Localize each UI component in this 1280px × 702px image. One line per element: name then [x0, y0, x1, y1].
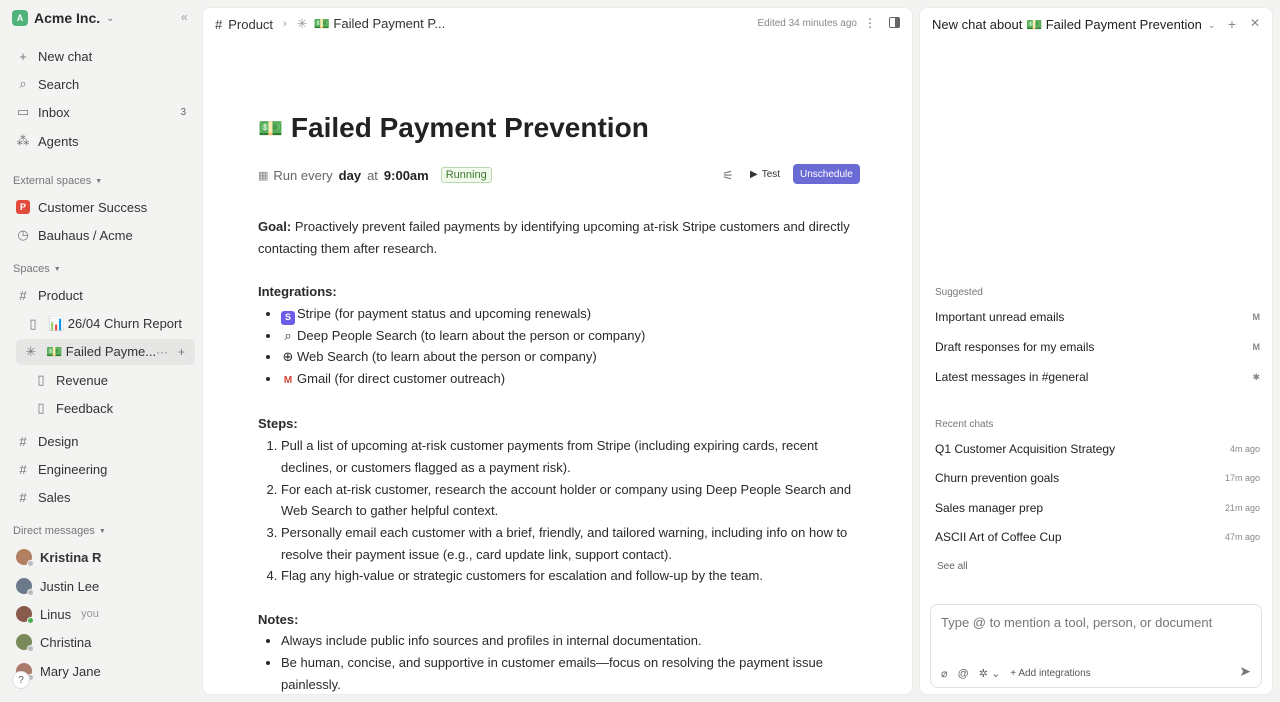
- integrations-list: [258, 303, 858, 392]
- suggestion-item[interactable]: [935, 370, 1260, 384]
- composer-toolbar: [941, 667, 1091, 680]
- section-label: Direct messages: [13, 525, 95, 537]
- document-icon: ▯: [29, 316, 37, 331]
- add-integrations-label: Add integrations: [1018, 668, 1091, 679]
- mention-icon[interactable]: @: [957, 667, 969, 680]
- edited-timestamp: Edited 34 minutes ago: [757, 18, 857, 29]
- help-button[interactable]: ?: [12, 671, 30, 689]
- nav-new-chat[interactable]: [8, 43, 194, 69]
- test-button[interactable]: [743, 164, 787, 184]
- customer-success-icon: P: [16, 200, 30, 214]
- title-text[interactable]: Failed Payment Prevention: [290, 112, 649, 143]
- space-label: Engineering: [38, 461, 108, 477]
- list-item: 3. Personally email each customer with a brief, friendly, and tailored warning, including info on how to resolve their payment issue (e.g., card update link, support contact).: [281, 522, 858, 565]
- doc-label: 📊 26/04 Churn Report: [48, 316, 182, 331]
- integration-text: Deep People Search (to learn about the person or company): [297, 327, 646, 343]
- slack-icon: ✱: [1252, 371, 1260, 382]
- chat-composer: [930, 604, 1262, 688]
- dm-name: Kristina R: [40, 549, 102, 565]
- list-item: [281, 368, 858, 392]
- suggestion-item[interactable]: [935, 340, 1260, 354]
- doc-label: Feedback: [56, 400, 114, 416]
- chat-title[interactable]: [932, 17, 1215, 33]
- nav-search[interactable]: [8, 71, 194, 97]
- see-all-link[interactable]: See all: [937, 561, 968, 572]
- inbox-count-badge: 3: [180, 106, 186, 118]
- play-icon: ▶: [750, 168, 758, 180]
- run-at: at: [367, 167, 378, 183]
- inbox-icon: ▭: [16, 104, 30, 119]
- goal-label: Goal:: [258, 219, 292, 234]
- document-pane: [202, 7, 913, 695]
- doc-failed-payment[interactable]: [16, 339, 195, 365]
- dm-name: Mary Jane: [40, 663, 101, 679]
- chat-panel: [919, 7, 1273, 695]
- recent-chat-text: ASCII Art of Coffee Cup: [935, 530, 1062, 544]
- breadcrumb-space[interactable]: Product: [228, 16, 274, 32]
- integration-text: Stripe (for payment status and upcoming renewals): [297, 305, 592, 321]
- avatar: [16, 634, 32, 650]
- steps-list: [258, 435, 858, 587]
- list-item: 1. Pull a list of upcoming at-risk customer payments from Stripe (including expiring cards, recent declines, or customers flagged as a payment risk).: [281, 435, 858, 478]
- bauhaus-icon: ◷: [17, 227, 29, 242]
- caret-down-icon: ▼: [53, 265, 61, 273]
- more-icon[interactable]: ···: [155, 345, 168, 359]
- collapse-sidebar-icon[interactable]: «: [181, 10, 188, 24]
- space-label: Design: [38, 433, 79, 449]
- suggested-label: Suggested: [935, 287, 983, 298]
- recent-chat-item[interactable]: [935, 530, 1260, 544]
- hash-icon: #: [215, 16, 223, 32]
- integration-text: Web Search (to learn about the person or company): [297, 349, 597, 365]
- settings-sliders-icon[interactable]: ⚟: [722, 168, 734, 183]
- status-badge: Running: [441, 167, 492, 183]
- external-spaces-header[interactable]: [13, 175, 102, 187]
- avatar: [16, 578, 32, 594]
- recent-chat-text: Sales manager prep: [935, 501, 1044, 515]
- goal-text: Proactively prevent failed payments by identifying upcoming at-risk Stripe customers and directly contacting them after research.: [258, 219, 850, 256]
- breadcrumb: [215, 16, 445, 32]
- toggle-panel-icon[interactable]: [889, 17, 900, 28]
- list-item: [281, 325, 858, 347]
- list-item: 4. Flag any high-value or strategic customers for escalation and follow-up by the team.: [281, 565, 858, 587]
- chevron-down-icon: ⌄: [1207, 19, 1216, 30]
- loading-icon: ✳: [296, 16, 308, 31]
- section-label: Spaces: [13, 263, 50, 275]
- dm-mary-jane[interactable]: [8, 658, 194, 684]
- agents-icon: ⁂: [16, 133, 30, 148]
- doc-churn-report[interactable]: [18, 311, 194, 337]
- doc-feedback[interactable]: [26, 395, 194, 421]
- attach-icon[interactable]: ⌀: [941, 668, 948, 680]
- hash-icon: #: [19, 433, 27, 449]
- hash-icon: #: [19, 287, 27, 303]
- recent-chats-label: Recent chats: [935, 419, 994, 430]
- list-item: • Be human, concise, and supportive in customer emails—focus on resolving the payment issue painlessly.: [281, 652, 858, 695]
- sidebar: [0, 0, 202, 702]
- globe-icon: ⊕: [282, 349, 294, 365]
- plus-icon: +: [19, 48, 27, 64]
- breadcrumb-doc[interactable]: 💵 Failed Payment P...: [313, 16, 446, 31]
- workspace-logo: A: [12, 10, 28, 26]
- document-icon: ▯: [37, 372, 45, 387]
- chevron-right-icon: ›: [283, 18, 287, 30]
- nav-label: Agents: [38, 133, 79, 149]
- dm-name: Justin Lee: [40, 578, 100, 594]
- document-topbar: [203, 8, 912, 40]
- timestamp: 21m ago: [1224, 503, 1260, 513]
- timestamp: 4m ago: [1229, 444, 1260, 454]
- suggestion-item[interactable]: [935, 310, 1260, 324]
- stripe-icon: S: [281, 311, 295, 325]
- chat-title-text: New chat about 💵 Failed Payment Prevention: [932, 17, 1202, 32]
- recent-chat-text: Churn prevention goals: [935, 471, 1060, 485]
- you-tag: you: [81, 608, 99, 620]
- space-label: Customer Success: [38, 199, 148, 215]
- hash-icon: #: [19, 461, 27, 477]
- list-item: [281, 346, 858, 368]
- send-icon[interactable]: ➤: [1239, 663, 1251, 679]
- dm-linus[interactable]: [8, 601, 194, 627]
- dm-name: Christina: [40, 634, 92, 650]
- gmail-icon: M: [283, 375, 293, 387]
- workspace-switcher[interactable]: [12, 9, 115, 27]
- dm-christina[interactable]: [8, 629, 194, 655]
- space-bauhaus-acme[interactable]: [8, 222, 194, 248]
- suggestion-text: Important unread emails: [935, 310, 1065, 324]
- caret-down-icon: ▼: [98, 527, 106, 535]
- space-customer-success[interactable]: [8, 194, 194, 220]
- nav-inbox[interactable]: [8, 99, 194, 125]
- space-label: Bauhaus / Acme: [38, 227, 133, 243]
- doc-label: Revenue: [56, 372, 109, 388]
- run-prefix: Run every: [273, 167, 333, 183]
- spaces-header[interactable]: [13, 263, 61, 275]
- run-time[interactable]: 9:00am: [383, 167, 429, 183]
- space-product[interactable]: [8, 282, 194, 308]
- space-sales[interactable]: [8, 484, 194, 510]
- space-label: Product: [38, 287, 83, 303]
- model-picker-icon[interactable]: ✲ ⌄: [978, 668, 1001, 680]
- recent-chat-item[interactable]: [935, 442, 1260, 456]
- gmail-icon: M: [1252, 342, 1260, 352]
- integrations-heading: Integrations:: [258, 284, 337, 300]
- list-item: 2. For each at-risk customer, research the account holder or company using Deep People Search and Web Search to gather helpful context.: [281, 479, 858, 522]
- unschedule-button[interactable]: Unschedule: [793, 164, 860, 184]
- recent-chat-item[interactable]: [935, 471, 1260, 485]
- dm-kristina[interactable]: [8, 544, 194, 570]
- new-chat-icon[interactable]: +: [1227, 16, 1236, 32]
- space-engineering[interactable]: [8, 456, 194, 482]
- recent-chat-text: Q1 Customer Acquisition Strategy: [935, 442, 1116, 456]
- goal-paragraph: [258, 216, 858, 259]
- hash-icon: #: [19, 489, 27, 505]
- doc-label: 💵 Failed Payme...: [46, 344, 157, 359]
- space-label: Sales: [38, 489, 71, 505]
- gmail-icon: M: [1252, 312, 1260, 322]
- timestamp: 47m ago: [1224, 532, 1260, 542]
- dm-name: Linus: [40, 606, 72, 622]
- document-content[interactable]: [258, 216, 858, 695]
- recent-chat-item[interactable]: [935, 501, 1260, 515]
- document-icon: ▯: [37, 400, 45, 415]
- section-label: External spaces: [13, 175, 92, 187]
- suggestion-text: Latest messages in #general: [935, 370, 1089, 384]
- money-emoji-icon: 💵: [258, 117, 283, 140]
- add-integrations-button[interactable]: + Add integrations: [1010, 668, 1091, 679]
- close-icon[interactable]: ✕: [1249, 16, 1260, 30]
- chat-input[interactable]: [941, 615, 1251, 630]
- calendar-icon: ▦: [258, 169, 269, 182]
- dm-justin[interactable]: [8, 573, 194, 599]
- direct-messages-header[interactable]: [13, 525, 106, 537]
- suggestion-text: Draft responses for my emails: [935, 340, 1095, 354]
- list-item: [281, 303, 858, 325]
- nav-label: Inbox: [38, 104, 70, 120]
- notes-heading: Notes:: [258, 611, 299, 627]
- nav-label: Search: [38, 76, 80, 92]
- list-item: • Always include public info sources and profiles in internal documentation.: [281, 630, 858, 652]
- search-icon: ⌕: [284, 327, 292, 343]
- page-title: [258, 112, 649, 144]
- caret-down-icon: ▼: [95, 177, 103, 185]
- search-icon: ⌕: [19, 76, 27, 91]
- chevron-down-icon: ⌄: [106, 12, 115, 24]
- workspace-name: Acme Inc.: [34, 10, 101, 26]
- steps-heading: Steps:: [258, 416, 298, 432]
- test-label: Test: [761, 168, 781, 180]
- avatar: [16, 549, 32, 565]
- avatar: [16, 606, 32, 622]
- more-vertical-icon[interactable]: ⋮: [864, 16, 876, 30]
- loading-icon: ✳: [25, 344, 37, 359]
- integration-text: Gmail (for direct customer outreach): [297, 371, 506, 387]
- run-frequency[interactable]: day: [338, 167, 362, 183]
- nav-agents[interactable]: [8, 128, 194, 154]
- timestamp: 17m ago: [1224, 473, 1260, 483]
- nav-label: New chat: [38, 48, 93, 64]
- notes-list: [258, 630, 858, 695]
- doc-revenue[interactable]: [26, 367, 194, 393]
- space-design[interactable]: [8, 428, 194, 454]
- schedule-row: [258, 164, 858, 186]
- add-icon[interactable]: +: [177, 345, 185, 359]
